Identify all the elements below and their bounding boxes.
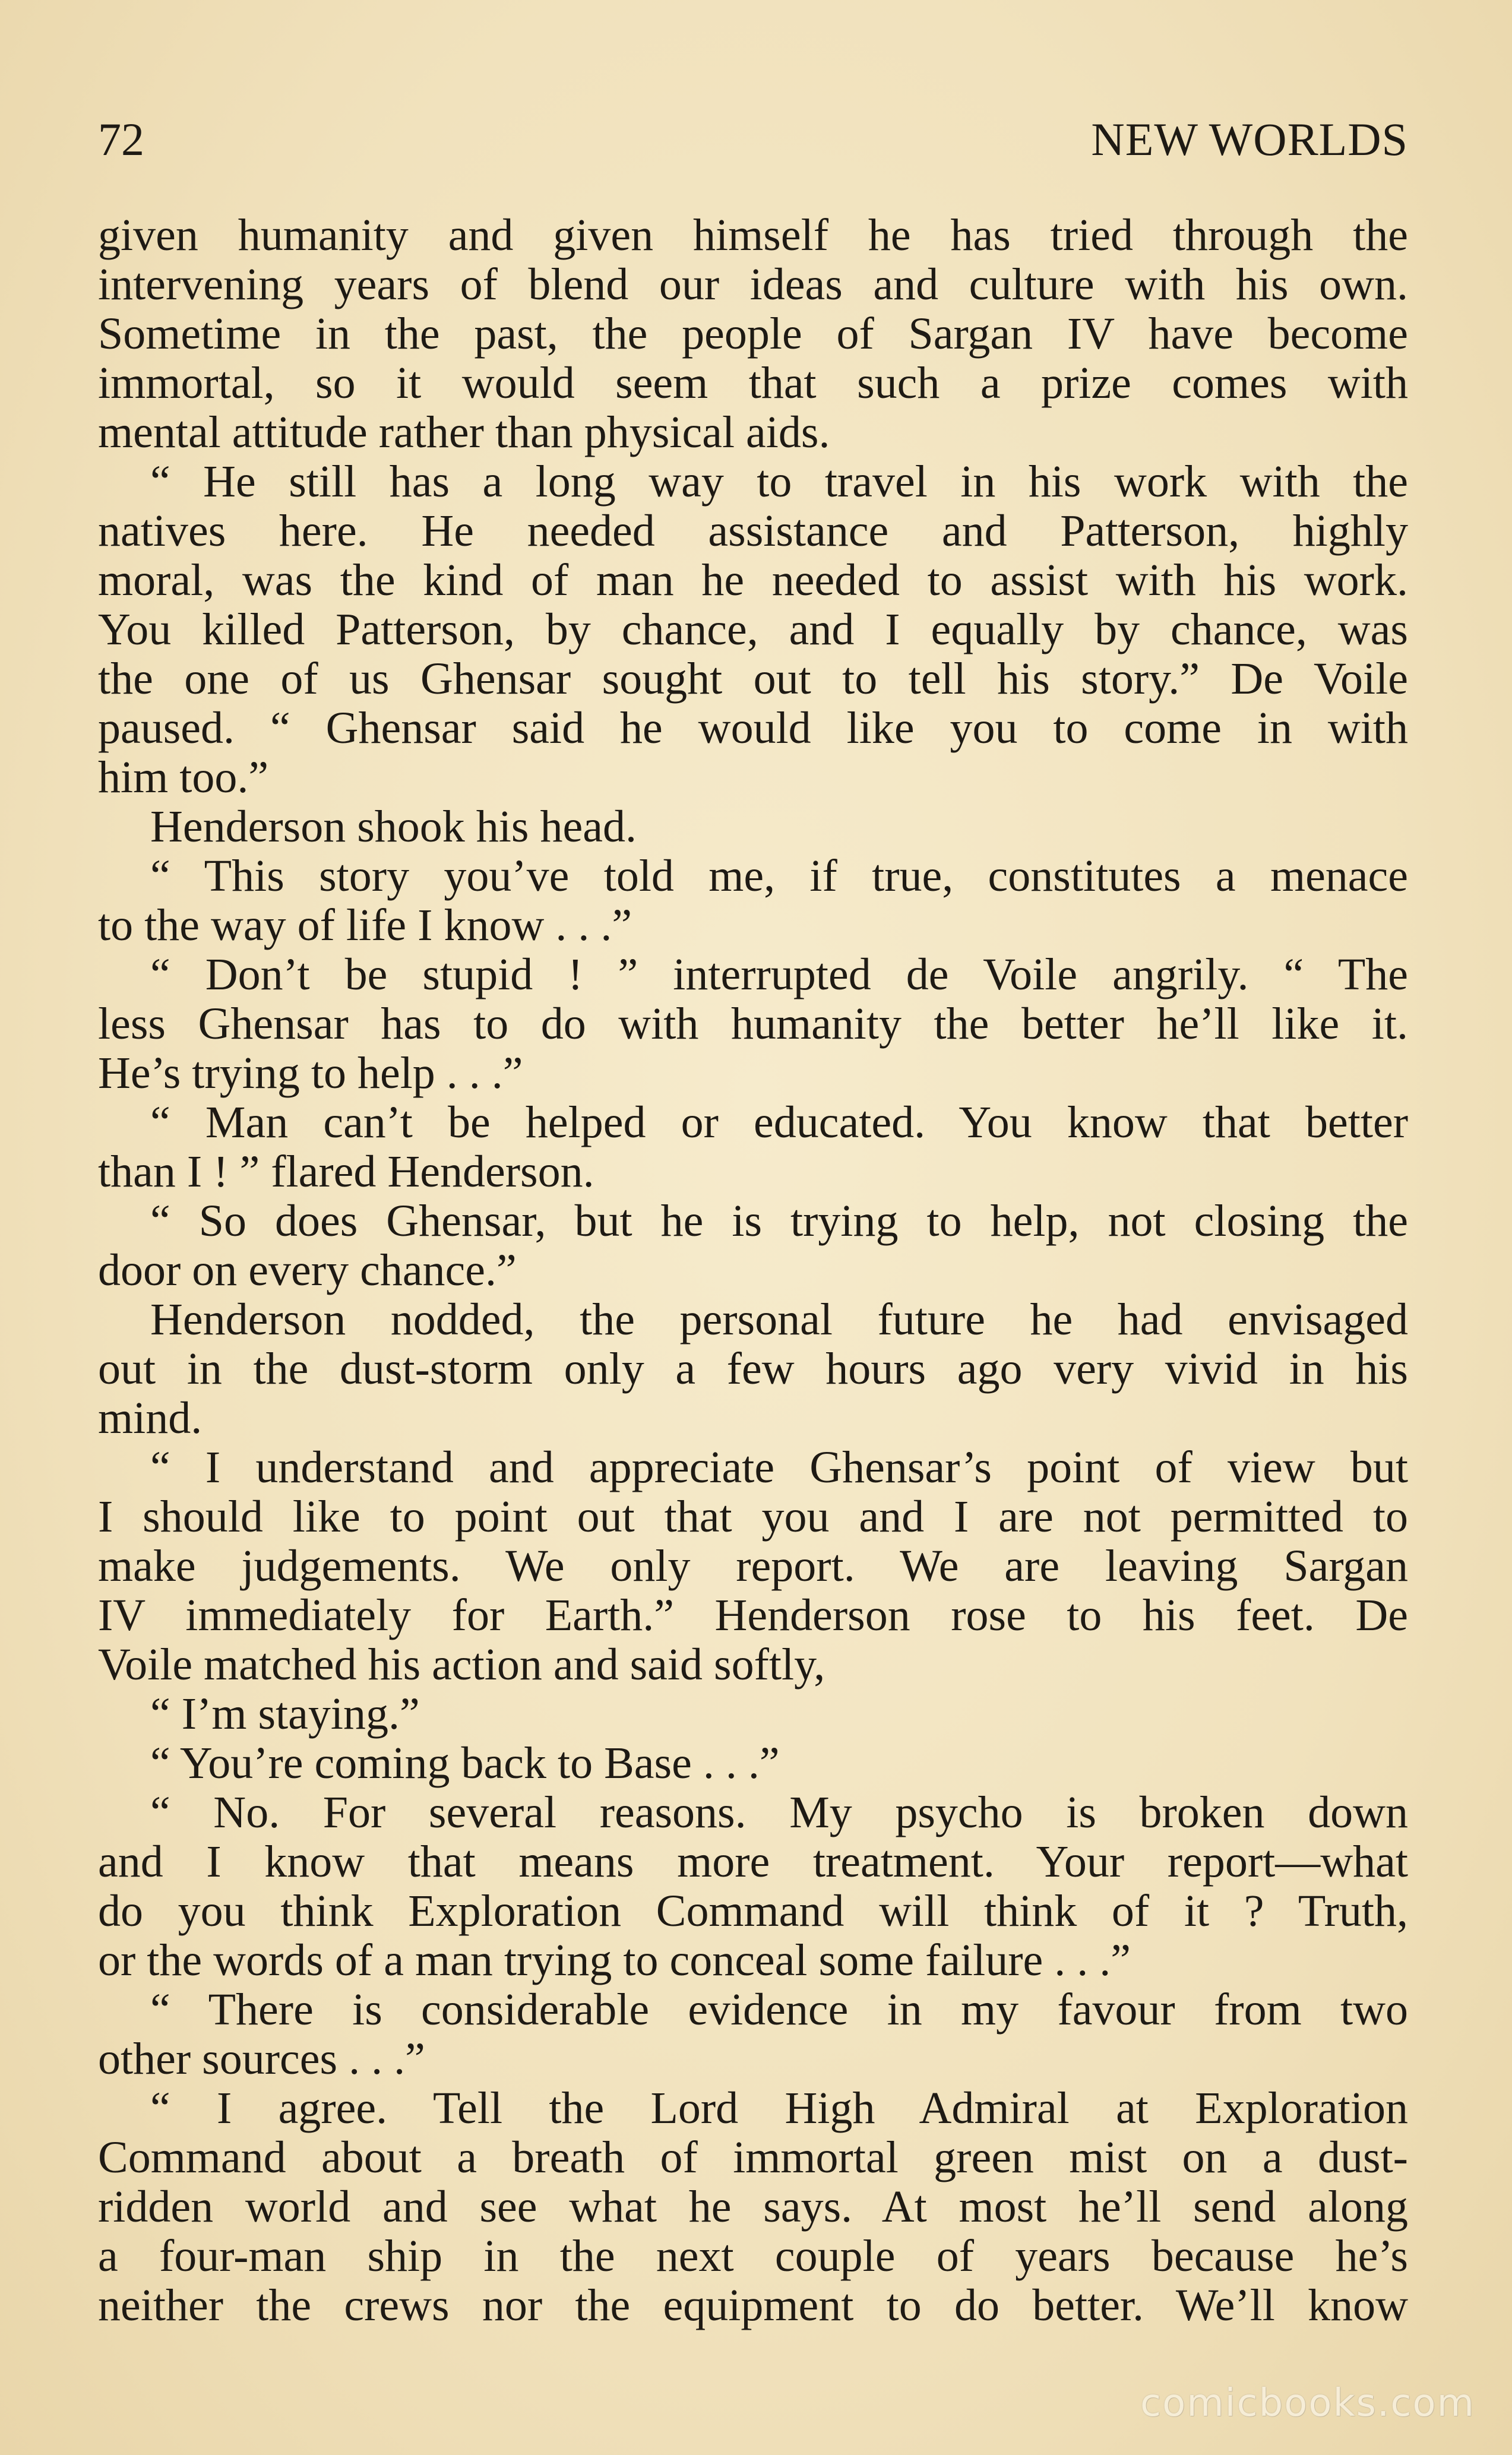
text-line: You killed Patterson, by chance, and I equally by chance, was [98, 605, 1408, 654]
text-line: “ I agree. Tell the Lord High Admiral at Exploration [150, 2083, 1408, 2133]
body-text [98, 211, 1408, 2330]
text-line: the one of us Ghensar sought out to tell his story.” De Voile [98, 654, 1408, 704]
text-line: than I ! ” flared Henderson. [98, 1147, 594, 1197]
text-line: to the way of life I know . . .” [98, 900, 632, 950]
text-line: “ You’re coming back to Base . . .” [150, 1738, 780, 1788]
text-line: “ He still has a long way to travel in his work with the [150, 457, 1408, 507]
text-line: Voile matched his action and said softly, [98, 1640, 825, 1690]
text-line: out in the dust-storm only a few hours ago very vivid in his [98, 1344, 1408, 1394]
text-line: him too.” [98, 752, 269, 802]
text-line: mental attitude rather than physical aids. [98, 407, 830, 457]
text-line: door on every chance.” [98, 1245, 517, 1295]
text-line: a four-man ship in the next couple of years because he’s [98, 2231, 1408, 2281]
text-line: given humanity and given himself he has tried through the [98, 210, 1408, 260]
text-line: Command about a breath of immortal green mist on a dust- [98, 2133, 1408, 2182]
text-line: Henderson nodded, the personal future he had envisaged [150, 1295, 1408, 1344]
text-line: or the words of a man trying to conceal some failure . . .” [98, 1935, 1131, 1985]
text-line: moral, was the kind of man he needed to assist with his work. [98, 555, 1408, 605]
text-line: “ Man can’t be helped or educated. You know that better [150, 1097, 1408, 1147]
text-line: intervening years of blend our ideas and culture with his own. [98, 260, 1408, 309]
text-line: paused. “ Ghensar said he would like you to come in with [98, 703, 1408, 753]
text-line: less Ghensar has to do with humanity the better he’ll like it. [98, 999, 1408, 1049]
text-line: and I know that means more treatment. Your report—what [98, 1837, 1408, 1887]
watermark-logo: comicbooks.com [1140, 2381, 1475, 2425]
text-line: make judgements. We only report. We are leaving Sargan [98, 1541, 1408, 1591]
text-line: “ No. For several reasons. My psycho is broken down [150, 1788, 1408, 1837]
text-line: “ I understand and appreciate Ghensar’s point of view but [150, 1442, 1408, 1492]
text-line: “ So does Ghensar, but he is trying to help, not closing the [150, 1196, 1408, 1246]
text-line: natives here. He needed assistance and Patterson, highly [98, 506, 1408, 556]
text-line: mind. [98, 1393, 203, 1443]
text-line: “ Don’t be stupid ! ” interrupted de Voile angrily. “ The [150, 950, 1408, 999]
text-line: Sometime in the past, the people of Sargan IV have become [98, 309, 1408, 359]
text-line: IV immediately for Earth.” Henderson rose to his feet. De [98, 1590, 1408, 1640]
text-line: ridden world and see what he says. At most he’ll send along [98, 2182, 1408, 2232]
running-title: NEW WORLDS [1091, 113, 1408, 165]
text-line: do you think Exploration Command will think of it ? Truth, [98, 1886, 1408, 1936]
text-line: “ There is considerable evidence in my favour from two [150, 1985, 1408, 2035]
text-line: “ I’m staying.” [150, 1689, 420, 1739]
text-line: other sources . . .” [98, 2034, 425, 2084]
page-header [98, 113, 1408, 166]
text-line: I should like to point out that you and I are not permitted to [98, 1492, 1408, 1542]
text-line: He’s trying to help . . .” [98, 1048, 523, 1098]
text-line: Henderson shook his head. [150, 802, 637, 852]
text-line: neither the crews nor the equipment to do better. We’ll know [98, 2280, 1408, 2330]
text-line: “ This story you’ve told me, if true, constitutes a menace [150, 851, 1408, 901]
page-number: 72 [98, 113, 144, 165]
text-line: immortal, so it would seem that such a prize comes with [98, 358, 1408, 408]
